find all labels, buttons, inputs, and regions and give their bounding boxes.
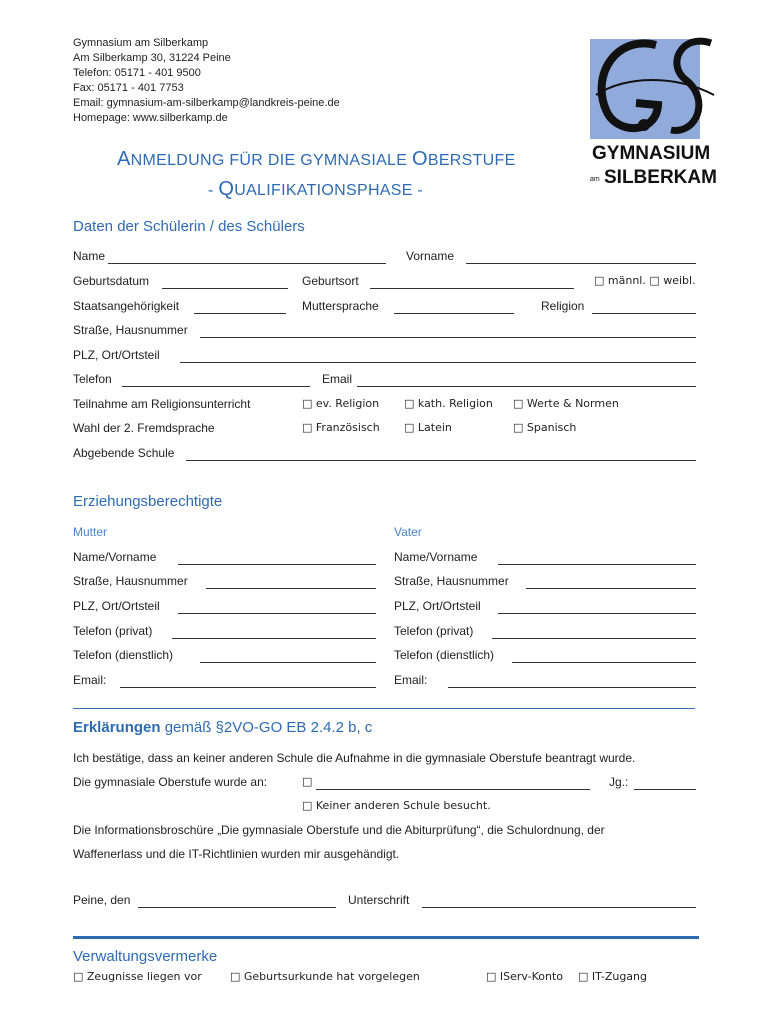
school-name: Gymnasium am Silberkamp bbox=[73, 37, 209, 49]
vorname-label: Vorname bbox=[406, 249, 455, 263]
father-strasse-label: Straße, Hausnummer bbox=[394, 574, 509, 588]
declaration-line1: Ich bestätige, dass an keiner anderen Schule die Aufnahme in die gymnasiale Oberstufe beantragt wurde. bbox=[73, 751, 636, 765]
muttersprache-label: Muttersprache bbox=[302, 299, 379, 313]
mother-name-field[interactable] bbox=[178, 564, 376, 565]
religion-label: Religion bbox=[541, 299, 585, 313]
school-logo bbox=[586, 35, 718, 187]
school-email: Email: gymnasium-am-silberkamp@landkreis-peine.de bbox=[73, 97, 340, 109]
date-field[interactable] bbox=[138, 907, 336, 908]
strasse-label: Straße, Hausnummer bbox=[73, 323, 188, 337]
lang-option-latein[interactable]: □ Latein bbox=[404, 421, 452, 434]
father-strasse-field[interactable] bbox=[526, 588, 696, 589]
staatsangehoerigkeit-label: Staatsangehörigkeit bbox=[73, 299, 180, 313]
father-tel-privat-field[interactable] bbox=[492, 638, 696, 639]
email-label: Email bbox=[322, 372, 353, 386]
lang-option-fr[interactable]: □ Französisch bbox=[302, 421, 380, 434]
staatsangehoerigkeit-field[interactable] bbox=[194, 313, 286, 314]
plz-field[interactable] bbox=[180, 362, 696, 363]
muttersprache-field[interactable] bbox=[394, 313, 514, 314]
mother-email-field[interactable] bbox=[120, 687, 376, 688]
geburtsort-field[interactable] bbox=[370, 288, 574, 289]
admin-iserv-checkbox[interactable]: □ IServ-Konto bbox=[486, 970, 563, 983]
mother-tel-dienst-label: Telefon (dienstlich) bbox=[73, 648, 174, 662]
school-homepage: Homepage: www.silberkamp.de bbox=[73, 112, 228, 124]
admin-it-zugang-checkbox[interactable]: □ IT-Zugang bbox=[578, 970, 647, 983]
father-plz-label: PLZ, Ort/Ortsteil bbox=[394, 599, 481, 613]
religion-field[interactable] bbox=[592, 313, 696, 314]
mother-plz-field[interactable] bbox=[178, 613, 376, 614]
signature-label: Unterschrift bbox=[348, 893, 410, 907]
logo-text-top: GYMNASIUM bbox=[592, 143, 711, 164]
religion-option-kath[interactable]: □ kath. Religion bbox=[404, 397, 493, 410]
school-phone: Telefon: 05171 - 401 9500 bbox=[73, 67, 201, 79]
guardians-heading: Erziehungsberechtigte bbox=[73, 493, 223, 510]
school-address: Am Silberkamp 30, 31224 Peine bbox=[73, 52, 231, 64]
form-title-line2: - QUALIFIKATIONSPHASE - bbox=[208, 178, 424, 200]
admin-zeugnisse-checkbox[interactable]: □ Zeugnisse liegen vor bbox=[73, 970, 202, 983]
name-label: Name bbox=[73, 249, 106, 263]
father-email-field[interactable] bbox=[448, 687, 696, 688]
religion-option-werte[interactable]: □ Werte & Normen bbox=[513, 397, 619, 410]
father-email-label: Email: bbox=[394, 673, 428, 687]
father-tel-dienst-label: Telefon (dienstlich) bbox=[394, 648, 495, 662]
form-title-line1: ANMELDUNG FÜR DIE GYMNASIALE OBERSTUFE bbox=[117, 148, 516, 170]
geburtsort-label: Geburtsort bbox=[302, 274, 359, 288]
strasse-field[interactable] bbox=[200, 337, 696, 338]
mother-name-label: Name/Vorname bbox=[73, 550, 157, 564]
jg-label: Jg.: bbox=[609, 775, 629, 789]
info-line1: Die Informationsbroschüre „Die gymnasiale Oberstufe und die Abiturprüfung“, die Schulordnung, der bbox=[73, 823, 605, 837]
admin-heading: Verwaltungsvermerke bbox=[73, 948, 218, 965]
declaration-school-checkbox[interactable]: □ bbox=[302, 775, 313, 788]
student-heading: Daten der Schülerin / des Schülers bbox=[73, 218, 305, 235]
vorname-field[interactable] bbox=[466, 263, 696, 264]
place-label: Peine, den bbox=[73, 893, 131, 907]
jg-field[interactable] bbox=[634, 789, 696, 790]
mother-strasse-field[interactable] bbox=[206, 588, 376, 589]
admin-geburtsurkunde-checkbox[interactable]: □ Geburtsurkunde hat vorgelegen bbox=[230, 970, 420, 983]
declaration-school-field[interactable] bbox=[316, 789, 590, 790]
father-tel-privat-label: Telefon (privat) bbox=[394, 624, 474, 638]
no-other-school-checkbox[interactable]: □ Keiner anderen Schule besucht. bbox=[302, 799, 491, 812]
logo-text-bottom: SILBERKAMP bbox=[604, 167, 718, 187]
telefon-label: Telefon bbox=[73, 372, 112, 386]
mother-tel-dienst-field[interactable] bbox=[200, 662, 376, 663]
father-heading: Vater bbox=[394, 525, 422, 539]
geburtsdatum-label: Geburtsdatum bbox=[73, 274, 150, 288]
school-fax: Fax: 05171 - 401 7753 bbox=[73, 82, 184, 94]
mother-plz-label: PLZ, Ort/Ortsteil bbox=[73, 599, 160, 613]
father-name-field[interactable] bbox=[498, 564, 696, 565]
section-divider bbox=[73, 708, 695, 709]
signature-field[interactable] bbox=[422, 907, 696, 908]
telefon-field[interactable] bbox=[122, 386, 310, 387]
father-name-label: Name/Vorname bbox=[394, 550, 478, 564]
abgebende-field[interactable] bbox=[186, 460, 696, 461]
mother-tel-privat-label: Telefon (privat) bbox=[73, 624, 153, 638]
declarations-heading: Erklärungen gemäß §2VO-GO EB 2.4.2 b, c bbox=[73, 719, 373, 736]
admin-divider bbox=[73, 936, 699, 939]
gender-checkboxes[interactable]: □ männl. □ weibl. bbox=[594, 274, 696, 287]
info-line2: Waffenerlass und die IT-Richtlinien wurden mir ausgehändigt. bbox=[73, 847, 400, 861]
plz-label: PLZ, Ort/Ortsteil bbox=[73, 348, 160, 362]
name-field[interactable] bbox=[108, 263, 386, 264]
father-tel-dienst-field[interactable] bbox=[512, 662, 696, 663]
abgebende-label: Abgebende Schule bbox=[73, 446, 175, 460]
mother-tel-privat-field[interactable] bbox=[172, 638, 376, 639]
lang-option-spanisch[interactable]: □ Spanisch bbox=[513, 421, 577, 434]
fremdsprache-label: Wahl der 2. Fremdsprache bbox=[73, 421, 215, 435]
mother-strasse-label: Straße, Hausnummer bbox=[73, 574, 188, 588]
email-field[interactable] bbox=[357, 386, 696, 387]
religionsunterricht-label: Teilnahme am Religionsunterricht bbox=[73, 397, 251, 411]
mother-heading: Mutter bbox=[73, 525, 108, 539]
geburtsdatum-field[interactable] bbox=[162, 288, 288, 289]
father-plz-field[interactable] bbox=[498, 613, 696, 614]
mother-email-label: Email: bbox=[73, 673, 107, 687]
logo-text-am: am bbox=[590, 176, 600, 183]
declaration-school-label: Die gymnasiale Oberstufe wurde an: bbox=[73, 775, 268, 789]
religion-option-ev[interactable]: □ ev. Religion bbox=[302, 397, 380, 410]
